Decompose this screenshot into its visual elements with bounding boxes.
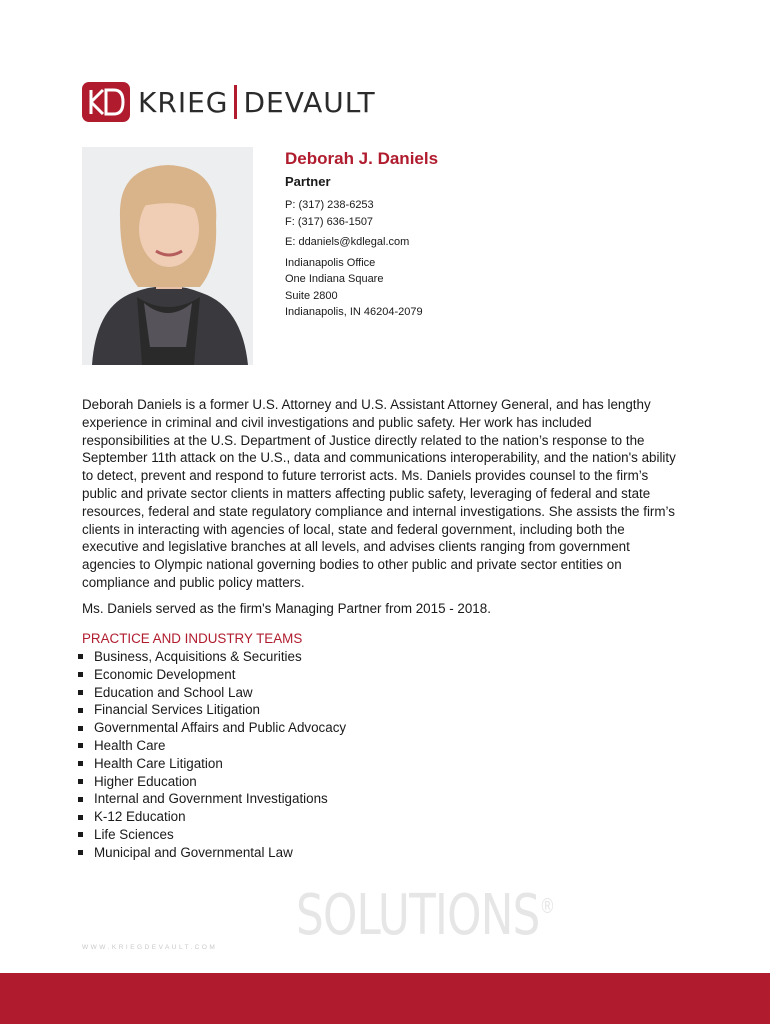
list-item xyxy=(76,719,346,737)
list-item xyxy=(76,701,346,719)
list-item xyxy=(76,666,346,684)
square-bullet-icon xyxy=(78,761,83,766)
phone-number: P: (317) 238-6253 xyxy=(285,199,374,211)
footer-bar xyxy=(0,973,770,1024)
teams-heading: PRACTICE AND INDUSTRY TEAMS xyxy=(82,631,303,646)
website-url[interactable]: WWW.KRIEGDEVAULT.COM xyxy=(82,944,218,951)
list-item xyxy=(76,773,346,791)
firm-name-left: KRIEG xyxy=(138,85,229,119)
fax-number: F: (317) 636-1507 xyxy=(285,215,374,228)
square-bullet-icon xyxy=(78,654,83,659)
square-bullet-icon xyxy=(78,743,83,748)
team-label: Health Care Litigation xyxy=(94,755,223,771)
list-item xyxy=(76,826,346,844)
list-item xyxy=(76,684,346,702)
attorney-name: Deborah J. Daniels xyxy=(285,149,439,168)
office-name: Indianapolis Office xyxy=(285,256,376,269)
tagline-text: SOLUTIONS xyxy=(296,883,540,948)
square-bullet-icon xyxy=(78,779,83,784)
team-label: Municipal and Governmental Law xyxy=(94,844,293,860)
firm-logo xyxy=(82,82,376,122)
firm-name-right: DEVAULT xyxy=(243,85,376,119)
email-address[interactable]: E: ddaniels@kdlegal.com xyxy=(285,236,410,248)
firm-wordmark xyxy=(138,85,376,119)
list-item xyxy=(76,755,346,773)
square-bullet-icon xyxy=(78,832,83,837)
square-bullet-icon xyxy=(78,708,83,713)
list-item xyxy=(76,737,346,755)
team-label: Education and School Law xyxy=(94,684,253,700)
square-bullet-icon xyxy=(78,850,83,855)
square-bullet-icon xyxy=(78,690,83,695)
team-label: Life Sciences xyxy=(94,826,174,842)
address-line-1: One Indiana Square xyxy=(285,273,384,285)
address-line-2: Suite 2800 xyxy=(285,289,338,302)
team-label: Health Care xyxy=(94,737,166,753)
registered-mark: ® xyxy=(539,894,555,918)
teams-list xyxy=(76,648,346,862)
bio-paragraph-2: Ms. Daniels served as the firm's Managing Partner from 2015 - 2018. xyxy=(82,601,491,616)
square-bullet-icon xyxy=(78,726,83,731)
contact-block xyxy=(285,148,755,321)
square-bullet-icon xyxy=(78,815,83,820)
logo-divider xyxy=(234,85,237,119)
team-label: Business, Acquisitions & Securities xyxy=(94,649,302,664)
square-bullet-icon xyxy=(78,672,83,677)
list-item xyxy=(76,808,346,826)
team-label: K-12 Education xyxy=(94,809,186,825)
team-label: Governmental Affairs and Public Advocacy xyxy=(94,720,347,736)
list-item xyxy=(76,790,346,808)
kd-monogram-icon xyxy=(82,82,130,122)
address-line-3: Indianapolis, IN 46204-2079 xyxy=(285,306,423,318)
list-item xyxy=(76,648,346,666)
team-label: Economic Development xyxy=(94,666,236,682)
bio-paragraph-1: Deborah Daniels is a former U.S. Attorney and U.S. Assistant Attorney General, and has lengthy experience in criminal and civil investigations and public safety. Her work has included responsibilities at the U.S. Department of Justice directly related to the nation’s response to the September 11th attack on the U.S., data and communications interoperability, and the nation's ability to detect, prevent and respond to future terrorist acts. Ms. Daniels provides counsel to the firm’s public and private sector clients in matters affecting public safety, leveraging of federal and state resources, federal and state regulatory compliance and internal investigations. She assists the firm’s clients in interacting with agencies of local, state and federal government, including both the executive and legislative branches at all levels, and advises clients ranging from government agencies to Olympic national governing bodies to other public and private sector entities on compliance and public policy matters. xyxy=(82,397,676,590)
solutions-tagline xyxy=(296,883,555,948)
headshot-photo xyxy=(82,147,253,365)
square-bullet-icon xyxy=(78,797,83,802)
list-item xyxy=(76,844,346,862)
attorney-title: Partner xyxy=(285,174,331,189)
team-label: Higher Education xyxy=(94,773,197,789)
team-label: Financial Services Litigation xyxy=(94,702,260,718)
portrait-image xyxy=(82,147,253,365)
team-label: Internal and Government Investigations xyxy=(94,791,328,807)
